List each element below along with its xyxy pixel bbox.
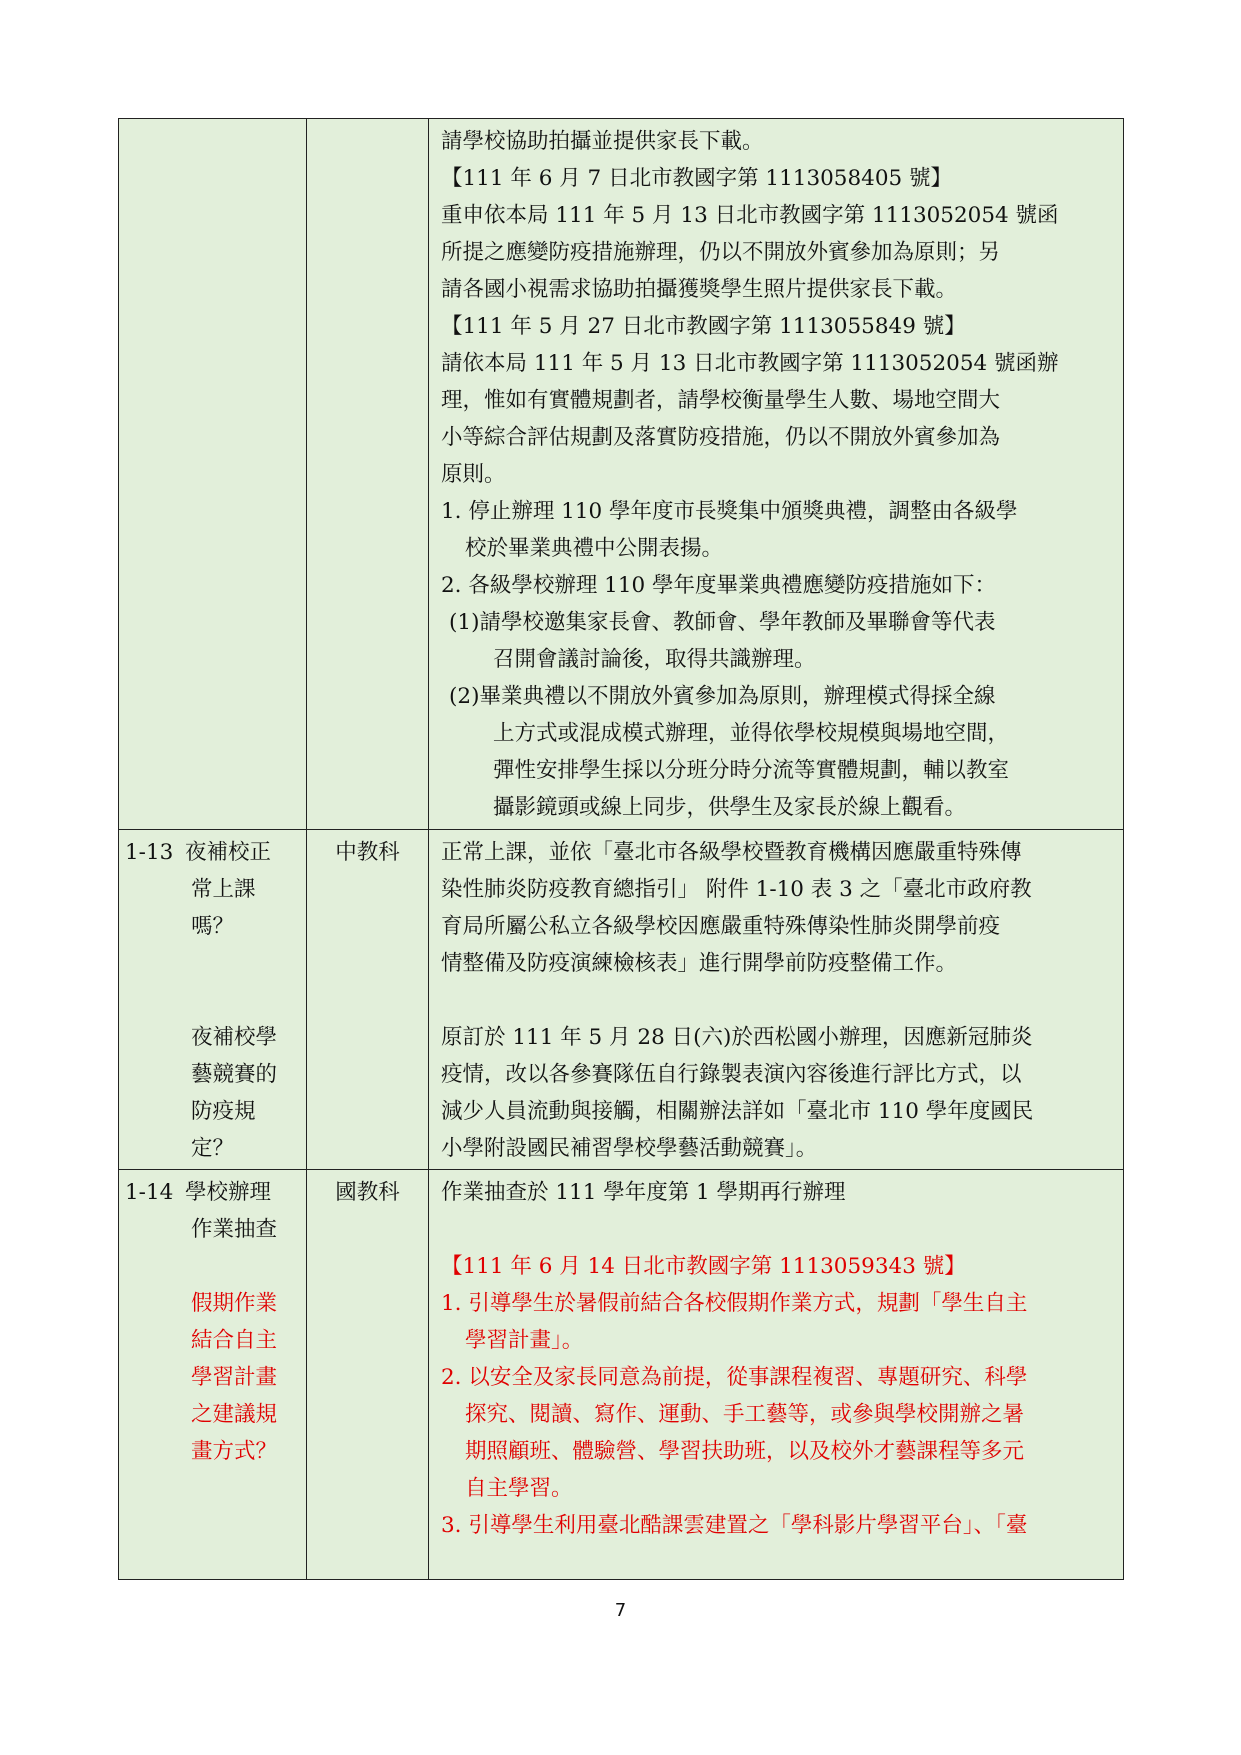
- list-item-continuation: 自主學習。: [465, 1476, 573, 1501]
- answer-cell: [429, 1170, 1124, 1580]
- question-cell: [119, 1170, 307, 1580]
- question-text: 嗎？: [191, 914, 235, 939]
- table-row-continued: [119, 119, 1124, 830]
- answer-line: 育局所屬公私立各級學校因應嚴重特殊傳染性肺炎開學前疫: [441, 914, 1001, 939]
- question-cell: [119, 830, 307, 1170]
- answer-line: 請各國小視需求協助拍攝獲獎學生照片提供家長下載。: [441, 277, 958, 302]
- question-text-highlight: 畫方式？: [191, 1439, 278, 1464]
- answer-cell: [429, 119, 1124, 830]
- answer-line: 所提之應變防疫措施辦理，仍以不開放外賓參加為原則；另: [441, 240, 1001, 265]
- answer-line: 重申依本局 111 年 5 月 13 日北市教國字第 1113052054 號函: [441, 203, 1059, 228]
- answer-line: 染性肺炎防疫教育總指引」 附件 1-10 表 3 之「臺北市政府教: [441, 877, 1032, 902]
- list-item: 3. 引導學生利用臺北酷課雲建置之「學科影片學習平台」、「臺: [441, 1513, 1028, 1538]
- question-text: 夜補校正: [185, 840, 272, 865]
- answer-line: 原則。: [441, 462, 506, 487]
- question-text-highlight: 學習計畫: [191, 1365, 278, 1390]
- answer-line: 小學附設國民補習學校學藝活動競賽」。: [441, 1136, 818, 1161]
- document-table: [118, 118, 1124, 1580]
- table-row-1-14: [119, 1170, 1124, 1580]
- answer-line: 作業抽查於 111 學年度第 1 學期再行辦理: [441, 1180, 846, 1205]
- question-text: 藝競賽的: [191, 1062, 278, 1087]
- list-item-continuation: 學習計畫」。: [465, 1328, 584, 1353]
- sub-list-item-continuation: 上方式或混成模式辦理，並得依學校規模與場地空間，: [493, 721, 1010, 746]
- department-name: 中教科: [335, 840, 400, 865]
- document-reference: 【111 年 5 月 27 日北市教國字第 1113055849 號】: [441, 314, 966, 339]
- department-cell: [307, 830, 429, 1170]
- sub-list-item-continuation: 召開會議討論後，取得共識辦理。: [493, 647, 816, 672]
- sub-list-item-continuation: 攝影鏡頭或線上同步，供學生及家長於線上觀看。: [493, 795, 967, 820]
- document-reference: 【111 年 6 月 7 日北市教國字第 1113058405 號】: [441, 166, 953, 191]
- table-row-1-13: [119, 830, 1124, 1170]
- answer-line: 正常上課，並依「臺北市各級學校暨教育機構因應嚴重特殊傳: [441, 840, 1022, 865]
- answer-line: 理，惟如有實體規劃者，請學校衡量學生人數、場地空間大: [441, 388, 1001, 413]
- question-text: 防疫規: [191, 1099, 256, 1124]
- list-item: 1. 引導學生於暑假前結合各校假期作業方式，規劃「學生自主: [441, 1291, 1028, 1316]
- question-text-highlight: 之建議規: [191, 1402, 278, 1427]
- question-number: 1-14: [125, 1180, 174, 1205]
- document-reference-highlight: 【111 年 6 月 14 日北市教國字第 1113059343 號】: [441, 1254, 966, 1279]
- sub-list-item-continuation: 彈性安排學生採以分班分時分流等實體規劃，輔以教室: [493, 758, 1010, 783]
- answer-line: 小等綜合評估規劃及落實防疫措施，仍以不開放外賓參加為: [441, 425, 1001, 450]
- answer-line: 減少人員流動與接觸，相關辦法詳如「臺北市 110 學年度國民: [441, 1099, 1034, 1124]
- question-text: 夜補校學: [191, 1025, 278, 1050]
- answer-line: 情整備及防疫演練檢核表」進行開學前防疫整備工作。: [441, 951, 958, 976]
- department-name: 國教科: [335, 1180, 400, 1205]
- question-text: 學校辦理: [185, 1180, 272, 1205]
- department-cell: [307, 119, 429, 830]
- answer-cell: [429, 830, 1124, 1170]
- sub-list-item: (1)請學校邀集家長會、教師會、學年教師及畢聯會等代表: [449, 610, 996, 635]
- list-item-continuation: 期照顧班、體驗營、學習扶助班，以及校外才藝課程等多元: [465, 1439, 1025, 1464]
- list-item: 2. 各級學校辦理 110 學年度畢業典禮應變防疫措施如下：: [441, 573, 997, 598]
- question-text: 常上課: [191, 877, 256, 902]
- list-item: 1. 停止辦理 110 學年度市長獎集中頒獎典禮，調整由各級學: [441, 499, 1018, 524]
- question-text: 作業抽查: [191, 1217, 278, 1242]
- page-number: 7: [614, 1600, 627, 1621]
- list-item-continuation: 探究、閱讀、寫作、運動、手工藝等，或參與學校開辦之暑: [465, 1402, 1025, 1427]
- answer-line: 請學校協助拍攝並提供家長下載。: [441, 129, 764, 154]
- question-number: 1-13: [125, 840, 174, 865]
- list-item-continuation: 校於畢業典禮中公開表揚。: [465, 536, 724, 561]
- sub-list-item: (2)畢業典禮以不開放外賓參加為原則，辦理模式得採全線: [449, 684, 996, 709]
- list-item: 2. 以安全及家長同意為前提，從事課程複習、專題研究、科學: [441, 1365, 1028, 1390]
- question-text-highlight: 假期作業: [191, 1291, 278, 1316]
- question-text-highlight: 結合自主: [191, 1328, 278, 1353]
- answer-line: 疫情，改以各參賽隊伍自行錄製表演內容後進行評比方式，以: [441, 1062, 1022, 1087]
- question-text: 定？: [191, 1136, 235, 1161]
- question-cell: [119, 119, 307, 830]
- answer-line: 請依本局 111 年 5 月 13 日北市教國字第 1113052054 號函辦: [441, 351, 1059, 376]
- department-cell: [307, 1170, 429, 1580]
- answer-line: 原訂於 111 年 5 月 28 日(六)於西松國小辦理，因應新冠肺炎: [441, 1025, 1033, 1050]
